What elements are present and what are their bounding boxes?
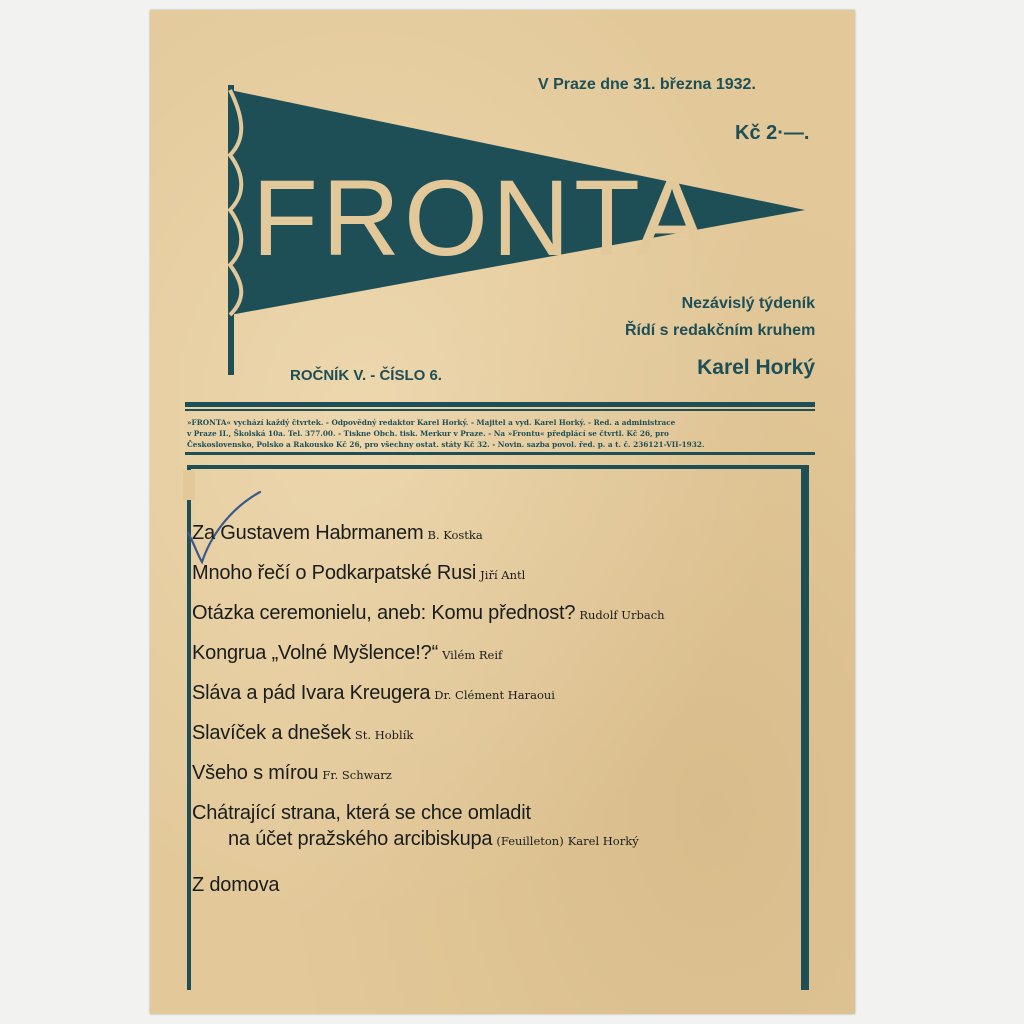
toc-item — [192, 762, 792, 802]
article-title: Kongrua „Volné Myšlence!?“ — [192, 642, 439, 664]
top-rule-thin — [185, 409, 815, 411]
article-title: Všeho s mírou — [192, 762, 319, 784]
toc-item — [192, 802, 792, 874]
article-title: Otázka ceremonielu, aneb: Komu přednost? — [192, 602, 576, 624]
article-title: Za Gustavem Habrmanem — [192, 522, 424, 544]
article-author: Karel Horký — [567, 834, 639, 848]
editor-name: Karel Horký — [697, 356, 815, 379]
imprint-line: v Praze II., Školská 10a. Tel. 377.00. - Tiskne Obch. tisk. Merkur v Praze. - Na »Frontu« předplácí se čtvrtl. Kč 26, pro — [187, 429, 669, 438]
issue-date: V Praze dne 31. března 1932. — [538, 76, 756, 93]
article-title: Slavíček a dnešek — [192, 722, 351, 744]
article-author: B. Kostka — [427, 528, 483, 542]
toc-item — [192, 874, 792, 914]
article-author: Vilém Reif — [442, 648, 503, 662]
article-title: Mnoho řečí o Podkarpatské Rusi — [192, 562, 477, 584]
price: Kč 2·—. — [735, 122, 810, 144]
toc-item — [192, 602, 792, 642]
toc-item — [192, 682, 792, 722]
article-title: Z domova — [192, 874, 280, 896]
bottom-rule — [185, 452, 815, 455]
article-title: Chátrající strana, která se chce omladit — [192, 802, 531, 824]
masthead-title: FRONTA — [252, 157, 712, 278]
subtitle-editorial: Řídí s redakčním kruhem — [625, 322, 816, 339]
toc-item — [192, 562, 792, 602]
article-author: Rudolf Urbach — [579, 608, 665, 622]
article-author: Dr. Clément Haraoui — [434, 688, 555, 702]
subtitle-weekly: Nezávislý týdeník — [681, 295, 815, 312]
article-author: Jiří Antl — [480, 568, 526, 582]
toc-item — [192, 522, 792, 562]
article-title-line2-wrap — [192, 828, 792, 851]
article-title-line2: na účet pražského arcibiskupa — [228, 828, 493, 850]
table-of-contents — [192, 522, 792, 914]
imprint-line: »FRONTA« vychází každý čtvrtek. - Odpovědný redaktor Karel Horký. - Majitel a vyd. Karel Horký. - Red. a administrace — [187, 418, 676, 427]
article-author: Fr. Schwarz — [322, 768, 392, 782]
article-title: Sláva a pád Ivara Kreugera — [192, 682, 431, 704]
imprint-block — [187, 417, 815, 450]
volume-issue: ROČNÍK V. - ČÍSLO 6. — [290, 367, 442, 384]
imprint-line: Československo, Polsko a Rakousko Kč 26, pro všechny ostat. státy Kč 32. - Novin. sazba povol. řed. p. a t. č. 236121-VII-1932. — [187, 440, 705, 449]
toc-item — [192, 642, 792, 682]
article-author: St. Hoblík — [354, 728, 414, 742]
article-note: (Feuilleton) — [496, 834, 564, 848]
toc-item — [192, 722, 792, 762]
top-rule — [185, 402, 815, 407]
